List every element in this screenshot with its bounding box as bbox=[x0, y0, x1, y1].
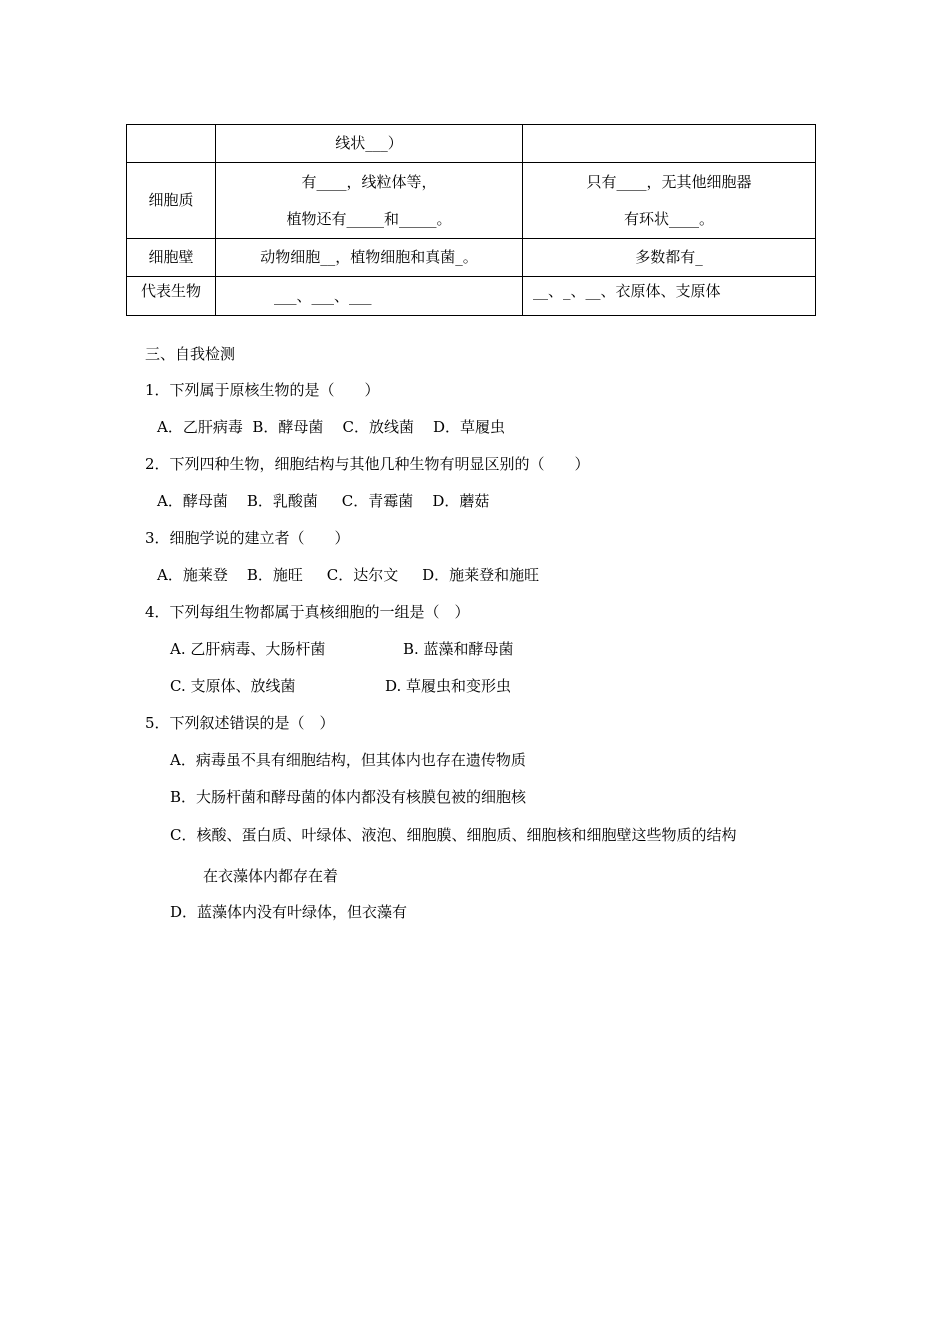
prokaryote-cell: 多数都有_ bbox=[523, 239, 816, 277]
eukaryote-cell bbox=[216, 163, 523, 239]
cell-line: 有环状____。 bbox=[623, 209, 714, 228]
option-d: D．蓝藻体内没有叶绿体，但衣藻有 bbox=[170, 903, 408, 921]
row-header: 细胞壁 bbox=[127, 239, 216, 277]
question-stem: 1．下列属于原核生物的是（ ） bbox=[145, 381, 380, 399]
cell-line: 植物还有_____和_____。 bbox=[286, 209, 452, 228]
option-d: D. 草履虫和变形虫 bbox=[385, 677, 512, 695]
question-stem: 5．下列叙述错误的是（ ） bbox=[145, 714, 335, 732]
question-options: A．施莱登 B．施旺 C．达尔文 D．施莱登和施旺 bbox=[157, 566, 540, 584]
table-row bbox=[127, 277, 816, 316]
section-title: 三、自我检测 bbox=[145, 345, 236, 363]
prokaryote-cell bbox=[523, 163, 816, 239]
prokaryote-cell bbox=[523, 125, 816, 163]
eukaryote-cell: 动物细胞__，植物细胞和真菌_。 bbox=[216, 239, 523, 277]
option-b: B. 蓝藻和酵母菌 bbox=[403, 640, 514, 658]
question-stem: 2．下列四种生物，细胞结构与其他几种生物有明显区别的（ ） bbox=[145, 455, 590, 473]
row-header: 代表生物 bbox=[127, 277, 216, 316]
cell-line: 只有____，无其他细胞器 bbox=[586, 172, 752, 191]
cell-line: 有____，线粒体等， bbox=[301, 172, 437, 191]
table-row bbox=[127, 163, 816, 239]
eukaryote-cell: 线状___） bbox=[216, 125, 523, 163]
question-options: A．酵母菌 B．乳酸菌 C．青霉菌 D．蘑菇 bbox=[157, 492, 490, 510]
option-a: A．病毒虽不具有细胞结构，但其体内也存在遗传物质 bbox=[170, 751, 526, 769]
option-b: B．大肠杆菌和酵母菌的体内都没有核膜包被的细胞核 bbox=[170, 788, 527, 806]
option-c: C．核酸、蛋白质、叶绿体、液泡、细胞膜、细胞质、细胞核和细胞壁这些物质的结构 bbox=[170, 826, 737, 844]
question-stem: 3．细胞学说的建立者（ ） bbox=[145, 529, 350, 547]
prokaryote-cell: __、_、__、衣原体、支原体 bbox=[523, 277, 816, 316]
option-c-continued: 在衣藻体内都存在着 bbox=[203, 867, 339, 885]
option-c: C. 支原体、放线菌 bbox=[170, 677, 296, 695]
table-row bbox=[127, 125, 816, 163]
eukaryote-cell: ___、___、___ bbox=[216, 277, 523, 316]
row-header bbox=[127, 125, 216, 163]
option-a: A. 乙肝病毒、大肠杆菌 bbox=[170, 640, 326, 658]
question-stem: 4．下列每组生物都属于真核细胞的一组是（ ） bbox=[145, 603, 470, 621]
row-header: 细胞质 bbox=[127, 163, 216, 239]
table-row bbox=[127, 239, 816, 277]
question-options: A．乙肝病毒 B．酵母菌 C．放线菌 D．草履虫 bbox=[157, 418, 506, 436]
comparison-table bbox=[126, 124, 816, 316]
